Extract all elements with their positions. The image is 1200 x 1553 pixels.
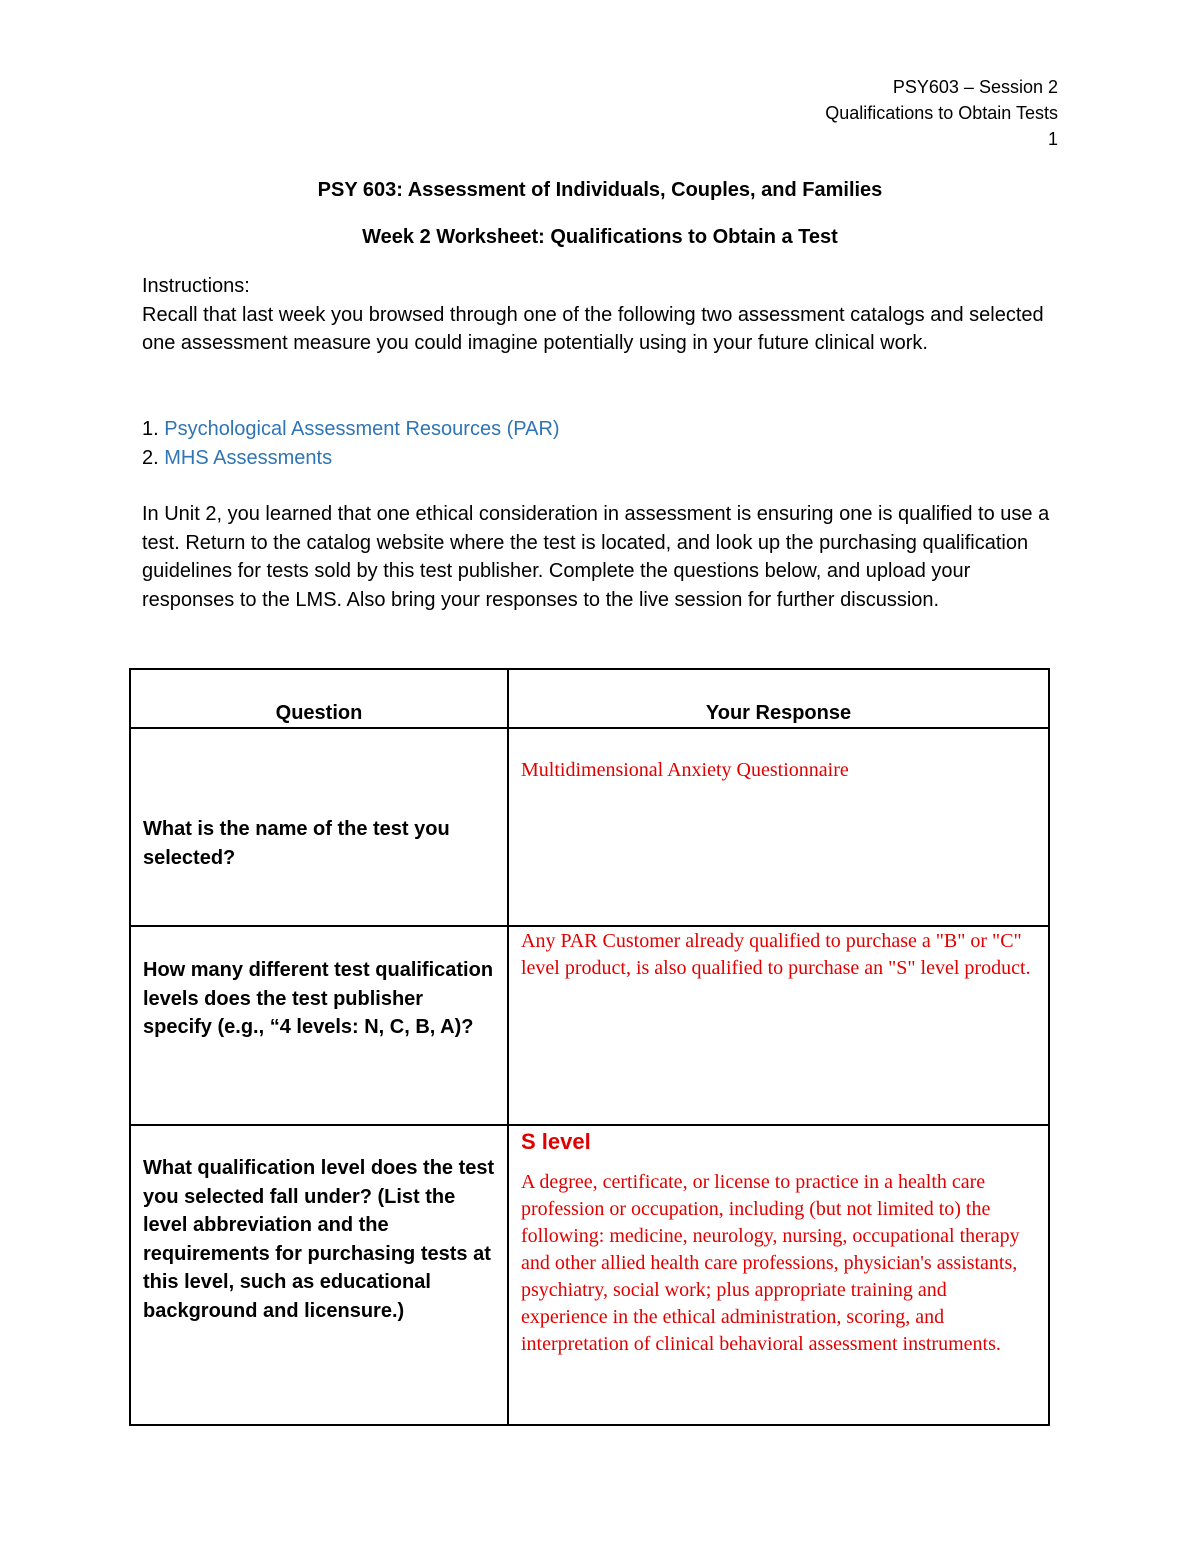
catalog-link-par[interactable]: Psychological Assessment Resources (PAR)	[164, 418, 560, 440]
response-level-title: S level	[521, 1129, 591, 1154]
unit-paragraph: In Unit 2, you learned that one ethical consideration in assessment is ensuring one is qualified to use a test. Return to the catalog website where the test is located, and look up the purchasing qualification guidelines for tests sold by this test publisher. Complete the questions below, and upload your responses to the LMS. Also bring your responses to the live session for further discussion.	[142, 503, 1050, 611]
header-page-number: 1	[1047, 129, 1058, 149]
catalog-number: 2.	[142, 446, 159, 469]
response-cell[interactable]	[508, 1125, 1049, 1425]
response-cell[interactable]	[508, 728, 1049, 926]
catalog-number: 1.	[142, 418, 159, 440]
instructions-text: Recall that last week you browsed through one of the following two assessment catalogs and selected one assessment measure you could imagine potentially using in your future clinical work.	[142, 303, 1044, 355]
header-course-session: PSY603 – Session 2	[892, 77, 1058, 97]
response-cell[interactable]	[508, 926, 1049, 1125]
question-text: What is the name of the test you selected?	[143, 818, 450, 869]
worksheet-title: Week 2 Worksheet: Qualifications to Obtain a Test	[362, 226, 838, 248]
worksheet-table	[129, 668, 1050, 1426]
response-content	[521, 1126, 1036, 1358]
course-title: PSY 603: Assessment of Individuals, Couples, and Families	[317, 179, 883, 201]
catalog-item	[142, 444, 1052, 473]
catalog-list	[142, 415, 1052, 472]
response-text: A degree, certificate, or license to practice in a health care profession or occupation, including (but not limited to) the following: medicine, neurology, nursing, occupational therapy and other allied health care professions, physician's assistants, psychiatry, social work; plus appropriate training and experience in the ethical administration, scoring, and interpretation of clinical behavioral assessment instruments.	[521, 1171, 1020, 1355]
question-text: What qualification level does the test you selected fall under? (List the level abbreviation and the requirements for purchasing tests at this level, such as educational background and licensure.)	[143, 1157, 495, 1322]
response-text: Multidimensional Anxiety Questionnaire	[521, 759, 849, 781]
question-cell	[130, 926, 508, 1125]
catalog-item	[142, 415, 1052, 444]
question-cell	[130, 1125, 508, 1425]
header-subtitle: Qualifications to Obtain Tests	[825, 103, 1058, 123]
table-row	[130, 1125, 1049, 1425]
question-text: How many different test qualification levels does the test publisher specify (e.g., “4 levels: N, C, B, A)?	[143, 959, 494, 1039]
running-header	[825, 74, 1058, 152]
question-column-header: Question	[130, 669, 508, 728]
instructions-label: Instructions:	[142, 275, 250, 297]
response-text: Any PAR Customer already qualified to purchase a "B" or "C" level product, is also qualified to purchase an "S" level product.	[521, 930, 1031, 979]
table-row	[130, 926, 1049, 1125]
table-header-row	[130, 669, 1049, 728]
catalog-link-mhs[interactable]: MHS Assessments	[164, 446, 333, 469]
table-row	[130, 728, 1049, 926]
instructions-section	[142, 272, 1052, 358]
question-cell	[130, 728, 508, 926]
response-column-header: Your Response	[508, 669, 1049, 728]
